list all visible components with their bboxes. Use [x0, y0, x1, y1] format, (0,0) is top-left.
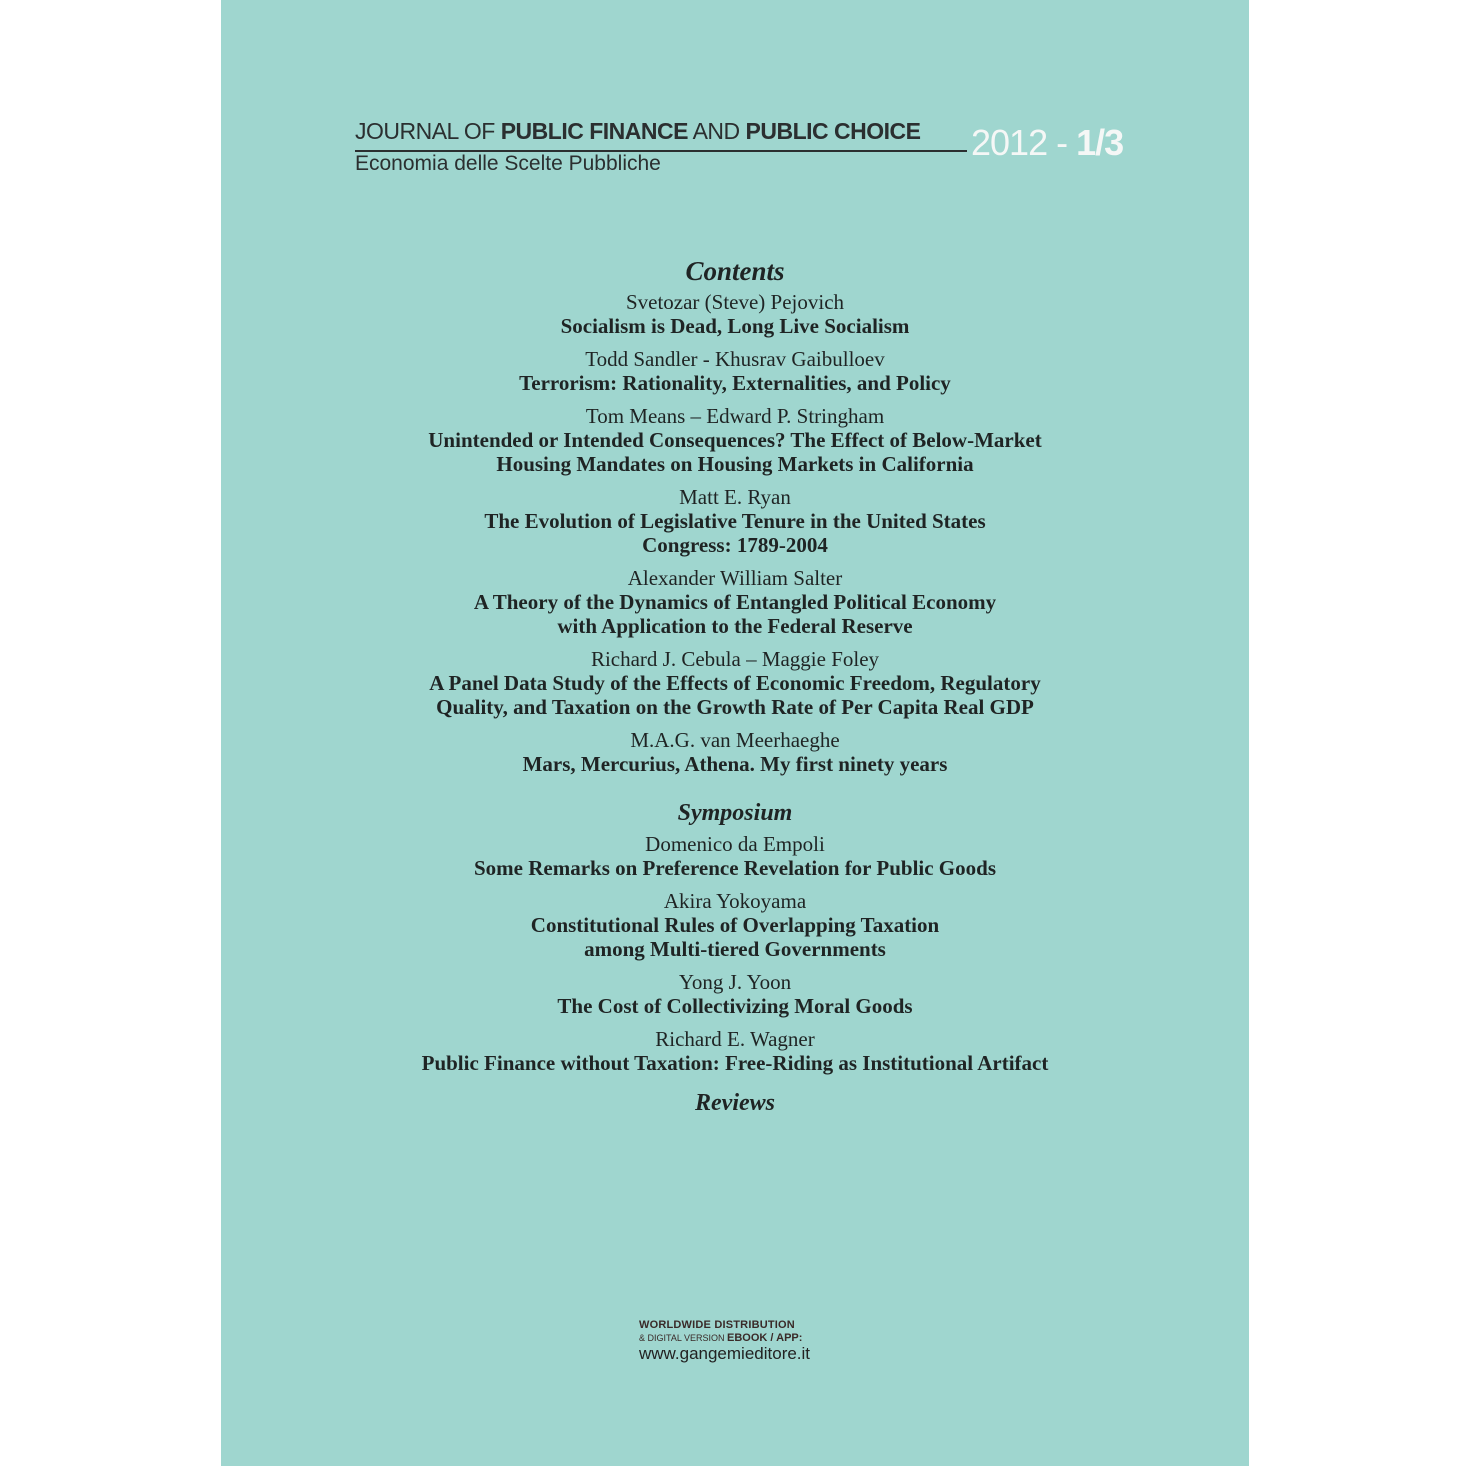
toc-entry — [221, 347, 1249, 395]
entry-title: Terrorism: Rationality, Externalities, and Policy — [519, 371, 951, 395]
contents-list — [221, 290, 1249, 776]
journal-subtitle: Economia delle Scelte Pubbliche — [355, 152, 661, 175]
entry-author: Richard J. Cebula – Maggie Foley — [590, 647, 880, 671]
entry-author: Svetozar (Steve) Pejovich — [625, 290, 845, 314]
entry-title: Public Finance without Taxation: Free-Riding as Institutional Artifact — [421, 1051, 1049, 1075]
entry-author: Akira Yokoyama — [663, 889, 807, 913]
entry-author: Matt E. Ryan — [679, 485, 791, 509]
entry-title: Unintended or Intended Consequences? The Effect of Below-Market — [428, 428, 1042, 452]
toc-entry — [221, 485, 1249, 557]
entry-author: M.A.G. van Meerhaeghe — [630, 728, 840, 752]
masthead-rule — [355, 150, 967, 152]
journal-title-public-finance: PUBLIC FINANCE — [500, 118, 688, 144]
journal-title-public-choice: PUBLIC CHOICE — [745, 118, 921, 144]
entry-title: Constitutional Rules of Overlapping Taxation — [530, 913, 940, 937]
toc-entry — [221, 832, 1249, 880]
back-cover — [221, 0, 1249, 1466]
entry-title: Congress: 1789-2004 — [642, 533, 828, 557]
distribution-line: WORLDWIDE DISTRIBUTION — [639, 1319, 795, 1331]
symposium-list — [221, 832, 1249, 1075]
entry-title: with Application to the Federal Reserve — [557, 614, 913, 638]
entry-author: Richard E. Wagner — [655, 1027, 815, 1051]
publisher-url: www.gangemieditore.it — [639, 1344, 811, 1363]
digital-version-line — [639, 1332, 859, 1344]
entry-title: A Theory of the Dynamics of Entangled Political Economy — [473, 590, 997, 614]
entry-author: Domenico da Empoli — [645, 832, 825, 856]
distribution-notice — [639, 1319, 859, 1364]
entry-author: Alexander William Salter — [627, 566, 843, 590]
toc-entry — [221, 728, 1249, 776]
entry-title: Housing Mandates on Housing Markets in California — [496, 452, 974, 476]
toc-entry — [221, 970, 1249, 1018]
entry-title: Quality, and Taxation on the Growth Rate of Per Capita Real GDP — [436, 695, 1034, 719]
entry-title: The Evolution of Legislative Tenure in the United States — [484, 509, 986, 533]
toc-entry — [221, 647, 1249, 719]
entry-title: Socialism is Dead, Long Live Socialism — [560, 314, 910, 338]
toc-entry — [221, 566, 1249, 638]
entry-title: Mars, Mercurius, Athena. My first ninety years — [522, 752, 948, 776]
symposium-heading: Symposium — [677, 800, 793, 826]
entry-author: Tom Means – Edward P. Stringham — [585, 404, 885, 428]
toc-entry — [221, 404, 1249, 476]
entry-title: Some Remarks on Preference Revelation for Public Goods — [473, 856, 996, 880]
entry-author: Todd Sandler - Khusrav Gaibulloev — [585, 347, 885, 371]
entry-title: among Multi-tiered Governments — [584, 937, 886, 961]
table-of-contents — [221, 252, 1249, 1122]
reviews-heading: Reviews — [695, 1090, 775, 1116]
toc-entry — [221, 889, 1249, 961]
toc-entry — [221, 1027, 1249, 1075]
toc-entry — [221, 290, 1249, 338]
digital-version-prefix: & DIGITAL VERSION — [639, 1333, 728, 1343]
entry-title: A Panel Data Study of the Effects of Economic Freedom, Regulatory — [429, 671, 1041, 695]
journal-title-prefix: JOURNAL OF — [355, 118, 501, 144]
ebook-app-label: EBOOK / APP: — [727, 1332, 803, 1344]
entry-title: The Cost of Collectivizing Moral Goods — [557, 994, 913, 1018]
issue-label — [971, 122, 1123, 164]
issue-number: 1/3 — [1076, 122, 1124, 163]
contents-heading: Contents — [685, 256, 785, 286]
journal-title-and: AND — [687, 118, 746, 144]
entry-author: Yong J. Yoon — [678, 970, 792, 994]
issue-year: 2012 - — [971, 122, 1077, 163]
